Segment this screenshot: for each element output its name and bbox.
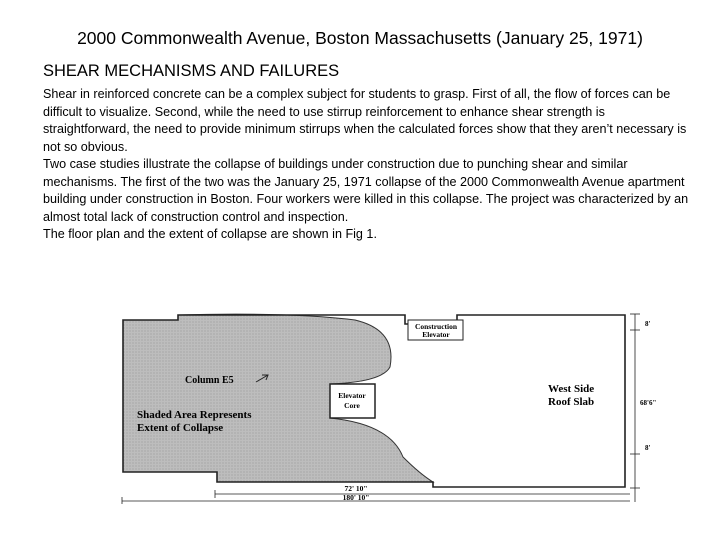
floor-plan-figure — [120, 312, 680, 504]
paragraph-1: Shear in reinforced concrete can be a complex subject for students to grasp. First of all, the flow of forces can be difficult to visualize. Second, while the need to use stirrup reinforcement to enhance shear strength is straightforward, the need to provide minimum stirrups when the calculated forces show that they aren’t necessary is not so obvious. — [43, 87, 687, 154]
west-side-label-2: Roof Slab — [548, 396, 595, 408]
construction-elevator-label-2: Elevator — [422, 330, 450, 339]
dim-bottom-label: 8' — [645, 444, 651, 452]
elevator-core-label: Elevator — [338, 391, 366, 400]
paragraph-3: The floor plan and the extent of collapse are shown in Fig 1. — [43, 227, 377, 241]
shaded-area-label-2: Extent of Collapse — [137, 422, 224, 434]
elevator-core-label-2: Core — [344, 401, 360, 410]
collapse-shaded-area — [123, 314, 433, 482]
shaded-area-label: Shaded Area Represents — [137, 409, 252, 421]
section-heading: SHEAR MECHANISMS AND FAILURES — [43, 62, 340, 80]
body-text — [43, 86, 693, 244]
construction-elevator-label: Construction — [414, 322, 458, 331]
slide-title: 2000 Commonwealth Avenue, Boston Massachusetts (January 25, 1971) — [77, 28, 643, 48]
dim-width-total-label: 180' 10" — [342, 493, 370, 502]
bottom-dimension-lines — [122, 490, 630, 504]
right-dimension-line — [630, 314, 640, 502]
dim-width-partial-label: 72' 10" — [344, 484, 368, 493]
dim-middle-label: 68'6" — [640, 399, 657, 407]
dim-top-label: 8' — [645, 320, 651, 328]
paragraph-2: Two case studies illustrate the collapse of buildings under construction due to punching shear and similar mechanisms. The first of the two was the January 25, 1971 collapse of the 2000 Commonwealth Avenue apartment building under construction in Boston. Four workers were killed in this collapse. The project was characterized by an almost total lack of construction control and inspection. — [43, 157, 689, 224]
west-side-label: West Side — [548, 383, 595, 395]
column-label: Column E5 — [185, 375, 234, 386]
